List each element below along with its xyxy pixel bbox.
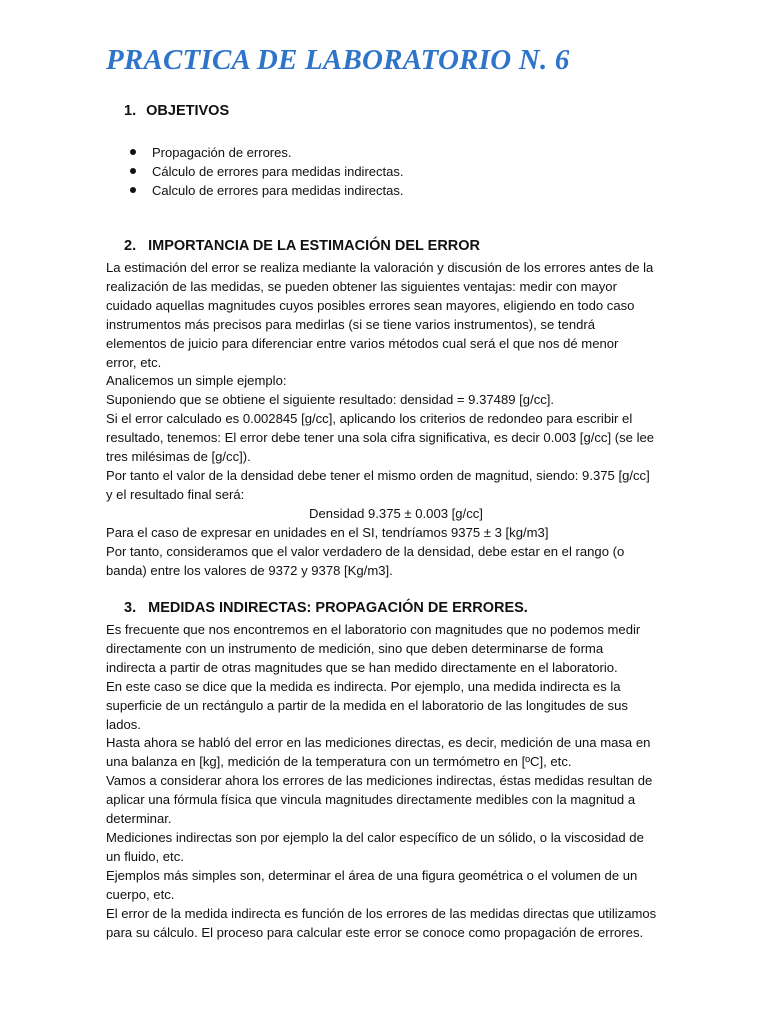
list-item-text: Propagación de errores. (152, 145, 292, 160)
list-item-text: Cálculo de errores para medidas indirectas. (152, 164, 404, 179)
text-line: directamente con un instrumento de medición, sino que deben determinarse de forma (106, 640, 604, 656)
text-line: elementos de juicio para diferenciar entre varios métodos cual será el que nos dé menor (106, 335, 619, 351)
section-body-medidas-indirectas (106, 621, 686, 942)
text-line: cuidado aquellas magnitudes cuyos posibles errores sean mayores, eligiendo en todo caso (106, 297, 635, 313)
text-line: Es frecuente que nos encontremos en el laboratorio con magnitudes que no podemos medir (106, 622, 641, 637)
bullet-icon (130, 149, 136, 155)
list-item (128, 181, 403, 200)
text-line: Por tanto el valor de la densidad debe tener el mismo orden de magnitud, siendo: 9.375 [g/cc] (106, 467, 650, 483)
text-line: lados. (106, 716, 141, 732)
section-heading-text: IMPORTANCIA DE LA ESTIMACIÓN DEL ERROR (148, 238, 481, 254)
section-heading-text: MEDIDAS INDIRECTAS: PROPAGACIÓN DE ERRORES. (148, 600, 528, 616)
text-line: una balanza en [kg], medición de la temperatura con un termómetro en [ºC], etc. (106, 754, 572, 770)
bullet-icon (130, 187, 136, 193)
text-line: Mediciones indirectas son por ejemplo la del calor específico de un sólido, o la viscosidad de (106, 829, 644, 845)
text-line: instrumentos más precisos para medirlas (si se tiene varios instrumentos), se tendrá (106, 316, 596, 332)
section-number: 3. (124, 600, 137, 616)
text-line: indirecta a partir de otras magnitudes que se han medido directamente en el laboratorio. (106, 659, 618, 675)
text-line: un fluido, etc. (106, 848, 184, 864)
text-line: El error de la medida indirecta es función de los errores de las medidas directas que utilizamos (106, 905, 657, 921)
text-line: error, etc. (106, 354, 162, 370)
list-item (128, 143, 403, 162)
text-line: Si el error calculado es 0.002845 [g/cc], aplicando los criterios de redondeo para escribir el (106, 411, 633, 427)
text-line: Por tanto, consideramos que el valor verdadero de la densidad, debe estar en el rango (o (106, 543, 625, 559)
text-line: Vamos a considerar ahora los errores de las mediciones indirectas, éstas medidas resultan de (106, 773, 653, 789)
text-line: Ejemplos más simples son, determinar el área de una figura geométrica o el volumen de un (106, 867, 638, 883)
section-heading-text: OBJETIVOS (146, 103, 230, 119)
text-line: La estimación del error se realiza mediante la valoración y discusión de los errores antes de la (106, 260, 654, 275)
text-line: Analicemos un simple ejemplo: (106, 373, 287, 389)
text-line: y el resultado final será: (106, 486, 245, 502)
section-heading-importancia (124, 238, 480, 254)
text-line: determinar. (106, 811, 172, 827)
text-line: realización de las medidas, se pueden obtener las siguientes ventajas: medir con mayor (106, 278, 617, 294)
text-line: En este caso se dice que la medida es indirecta. Por ejemplo, una medida indirecta es la (106, 678, 621, 694)
bullet-icon (130, 168, 136, 174)
document-title: PRACTICA DE LABORATORIO N. 6 (106, 44, 570, 76)
section-heading-objetivos (124, 103, 229, 119)
objectives-list (128, 143, 403, 200)
text-line: aplicar una fórmula física que vincula magnitudes directamente medibles con la magnitud a (106, 792, 636, 808)
list-item (128, 162, 403, 181)
text-line: tres milésimas de [g/cc]). (106, 449, 251, 465)
density-result-line: Densidad 9.375 ± 0.003 [g/cc] (309, 505, 483, 521)
text-line: para su cálculo. El proceso para calcular este error se conoce como propagación de errores. (106, 924, 644, 940)
section-number: 2. (124, 238, 137, 254)
section-body-importancia (106, 259, 686, 580)
section-number: 1. (124, 103, 137, 119)
text-line: Para el caso de expresar en unidades en el SI, tendríamos 9375 ± 3 [kg/m3] (106, 524, 549, 540)
text-line: Hasta ahora se habló del error en las mediciones directas, es decir, medición de una masa en (106, 735, 651, 751)
text-line: banda) entre los valores de 9372 y 9378 [Kg/m3]. (106, 562, 393, 578)
text-line: superficie de un rectángulo a partir de la medida en el laboratorio de las longitudes de sus (106, 697, 628, 713)
section-heading-medidas-indirectas (124, 600, 528, 616)
text-line: cuerpo, etc. (106, 886, 175, 902)
text-line: Suponiendo que se obtiene el siguiente resultado: densidad = 9.37489 [g/cc]. (106, 392, 555, 408)
list-item-text: Calculo de errores para medidas indirectas. (152, 183, 404, 198)
text-line: resultado, tenemos: El error debe tener una sola cifra significativa, es decir 0.003 [g/cc] (se lee (106, 430, 655, 446)
